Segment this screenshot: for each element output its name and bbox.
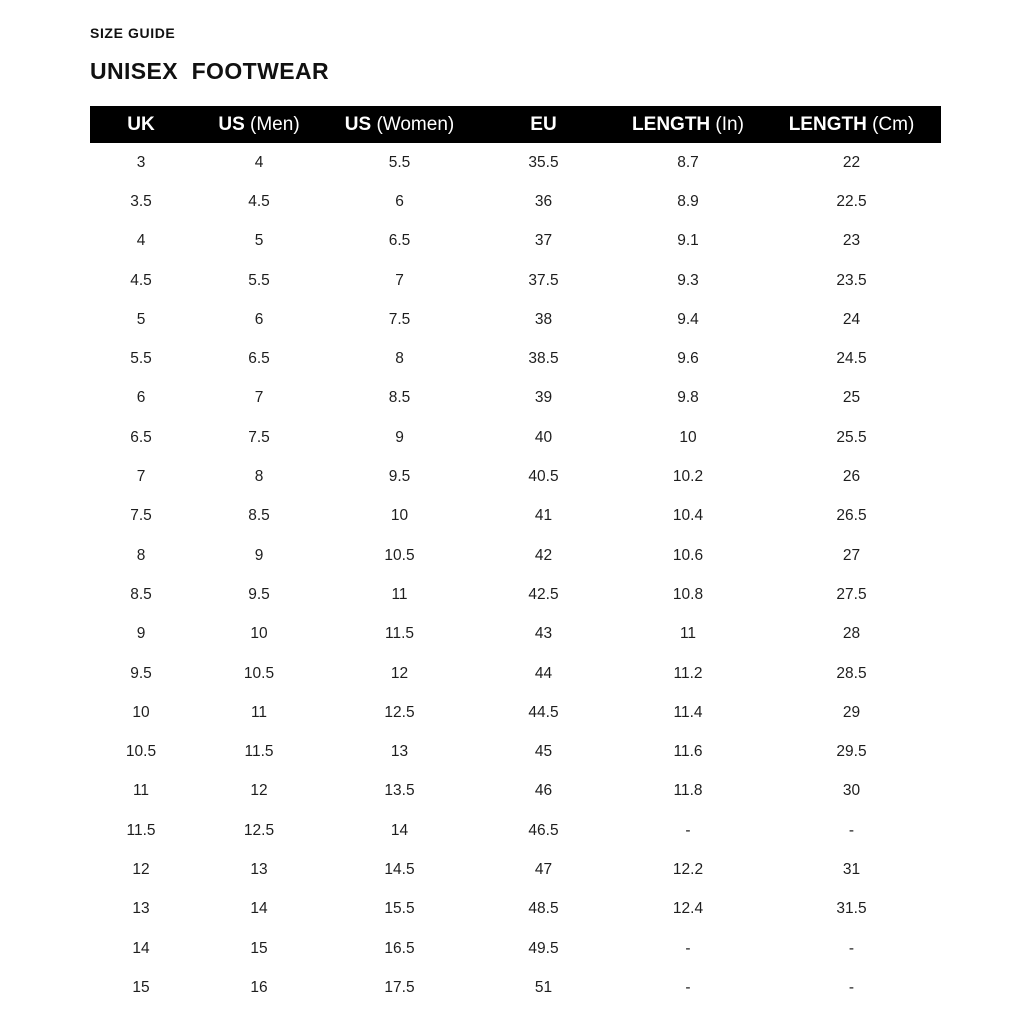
table-cell: 12.5: [243, 821, 275, 839]
table-cell: 51: [534, 978, 553, 996]
table-cell: 28.5: [836, 664, 867, 682]
table-cell: 14: [132, 939, 150, 957]
table-cell: 44: [534, 664, 553, 682]
table-cell: 6: [395, 192, 404, 210]
table-cell: 14: [250, 900, 268, 918]
table-cell: 38: [534, 310, 553, 328]
table-cell: 10.5: [243, 664, 275, 682]
table-cell: 26.5: [836, 507, 867, 525]
column-header-us-men: [192, 106, 326, 143]
table-cell: 8: [136, 546, 146, 564]
table-cell: 37.5: [528, 271, 559, 289]
table-cell: 7.5: [130, 507, 152, 525]
table-cell: 16.5: [384, 939, 415, 957]
table-cell: 29: [842, 703, 861, 721]
table-cell: 12.2: [672, 860, 704, 878]
table-cell: 10.5: [125, 743, 157, 761]
table-cell: 11.2: [673, 664, 703, 682]
table-cell: 22.5: [836, 192, 867, 210]
table-cell: 30: [842, 782, 861, 800]
table-cell: 42.5: [528, 585, 559, 603]
table-cell: 6: [136, 389, 146, 407]
table-cell: 8: [254, 468, 264, 486]
column-header-normal-text: (Cm): [866, 113, 915, 135]
table-cell: 36: [534, 192, 553, 210]
table-cell: 43: [534, 625, 553, 643]
table-cell: 10.6: [672, 546, 704, 564]
table-cell: 40: [534, 428, 553, 446]
table-row: [90, 615, 941, 654]
table-cell: 9: [395, 428, 404, 446]
table-cell: 8.5: [130, 585, 152, 603]
table-cell: 12: [250, 782, 268, 800]
table-cell: 15.5: [384, 900, 415, 918]
table-header: [90, 106, 941, 143]
table-cell: -: [848, 939, 855, 957]
table-cell: 4: [254, 153, 264, 171]
table-cell: 10: [390, 507, 409, 525]
table-cell: 17.5: [384, 978, 415, 996]
table-row: [90, 811, 941, 850]
table-cell: 9.3: [677, 271, 699, 289]
table-cell: -: [685, 821, 691, 839]
table-cell: 11.4: [673, 703, 703, 721]
table-cell: 12.4: [672, 900, 704, 918]
table-cell: 40.5: [528, 468, 559, 486]
column-header-normal-text: (In): [710, 113, 744, 135]
table-cell: 45: [534, 743, 553, 761]
table-cell: 11.5: [126, 821, 156, 839]
table-cell: 6.5: [130, 428, 152, 446]
table-cell: -: [685, 978, 691, 996]
table-row: [90, 182, 941, 221]
table-cell: 10.4: [672, 507, 704, 525]
table-row: [90, 143, 941, 182]
table-cell: 11.5: [244, 743, 274, 761]
column-header-bold-text: EU: [530, 113, 557, 135]
table-row: [90, 300, 941, 339]
table-cell: 10: [679, 428, 697, 446]
table-cell: 11: [132, 782, 150, 800]
table-header-row: [90, 106, 941, 143]
table-cell: 6: [254, 310, 264, 328]
table-cell: 41: [534, 507, 553, 525]
table-cell: 3: [136, 153, 146, 171]
table-cell: 46.5: [528, 821, 559, 839]
column-header-normal-text: (Women): [371, 113, 455, 135]
table-row: [90, 222, 941, 261]
table-cell: 7: [254, 389, 264, 407]
table-row: [90, 732, 941, 771]
table-cell: 3.5: [130, 192, 152, 210]
table-row: [90, 575, 941, 614]
table-cell: 5: [254, 232, 264, 250]
table-row: [90, 693, 941, 732]
table-cell: 16: [250, 978, 268, 996]
table-cell: 9.5: [248, 585, 270, 603]
table-cell: 8.5: [388, 389, 411, 407]
table-cell: 12.5: [384, 703, 415, 721]
table-cell: 13: [132, 900, 150, 918]
table-cell: 39: [534, 389, 553, 407]
column-header-normal-text: (Men): [244, 113, 300, 135]
table-cell: 15: [250, 939, 268, 957]
table-cell: 6.5: [388, 232, 411, 250]
column-header-uk: [90, 106, 192, 143]
table-cell: 11.5: [384, 625, 415, 643]
table-row: [90, 890, 941, 929]
table-cell: 24.5: [836, 350, 867, 368]
table-cell: -: [848, 978, 855, 996]
table-row: [90, 654, 941, 693]
table-cell: 12: [132, 860, 150, 878]
table-row: [90, 457, 941, 496]
table-cell: 11: [679, 625, 697, 643]
table-cell: 12: [390, 664, 409, 682]
table-cell: 9: [136, 625, 146, 643]
table-cell: 9.4: [677, 310, 699, 328]
table-cell: 9.1: [677, 232, 699, 250]
table-cell: 8.7: [677, 153, 699, 171]
table-row: [90, 261, 941, 300]
table-cell: 6.5: [248, 350, 270, 368]
table-cell: 14: [390, 821, 409, 839]
table-cell: 26: [842, 468, 861, 486]
table-cell: 5: [136, 310, 146, 328]
table-cell: 24: [842, 310, 861, 328]
table-cell: 7: [395, 271, 404, 289]
table-cell: 31: [842, 860, 861, 878]
column-header-length-cm: [762, 106, 941, 143]
table-cell: 23: [842, 232, 861, 250]
table-cell: 4.5: [130, 271, 152, 289]
table-cell: 44.5: [528, 703, 559, 721]
table-cell: 46: [534, 782, 553, 800]
column-header-bold-text: UK: [127, 113, 155, 135]
table-cell: 7.5: [248, 428, 270, 446]
table-row: [90, 772, 941, 811]
table-cell: 47: [534, 860, 553, 878]
table-cell: 23.5: [836, 271, 867, 289]
table-cell: 37: [534, 232, 553, 250]
table-cell: 25.5: [836, 428, 867, 446]
table-row: [90, 850, 941, 889]
table-cell: 10.5: [384, 546, 415, 564]
table-row: [90, 379, 941, 418]
table-row: [90, 418, 941, 457]
column-header-eu: [473, 106, 614, 143]
table-cell: 10: [250, 625, 268, 643]
table-cell: 10.2: [672, 468, 704, 486]
table-cell: 29.5: [836, 743, 867, 761]
table-cell: 5.5: [130, 350, 152, 368]
table-cell: 11.8: [673, 782, 703, 800]
table-cell: 8: [395, 350, 404, 368]
column-header-bold-text: US: [344, 113, 372, 135]
page-title: UNISEX FOOTWEAR: [90, 58, 329, 84]
column-header-bold-text: US: [218, 113, 245, 135]
table-cell: -: [685, 939, 691, 957]
column-header-bold-text: LENGTH: [788, 113, 867, 135]
table-cell: -: [848, 821, 855, 839]
table-cell: 27.5: [836, 585, 867, 603]
table-row: [90, 339, 941, 378]
column-header-bold-text: LENGTH: [632, 113, 711, 135]
table-row: [90, 536, 941, 575]
table-row: [90, 929, 941, 968]
table-cell: 42: [534, 546, 553, 564]
table-cell: 14.5: [384, 860, 415, 878]
table-cell: 10: [132, 703, 150, 721]
table-row: [90, 497, 941, 536]
table-cell: 13.5: [384, 782, 415, 800]
size-conversion-table: [90, 106, 941, 1008]
table-cell: 15: [132, 978, 150, 996]
table-cell: 11: [250, 703, 268, 721]
table-cell: 5.5: [388, 153, 411, 171]
table-cell: 5.5: [248, 271, 270, 289]
table-cell: 13: [250, 860, 268, 878]
table-cell: 38.5: [528, 350, 559, 368]
table-cell: 9: [254, 546, 264, 564]
table-cell: 49.5: [528, 939, 559, 957]
table-cell: 8.9: [677, 192, 699, 210]
table-cell: 8.5: [248, 507, 270, 525]
table-body: [90, 143, 941, 1008]
table-cell: 27: [842, 546, 861, 564]
table-cell: 9.6: [677, 350, 699, 368]
column-header-length-in: [614, 106, 762, 143]
table-cell: 48.5: [528, 900, 559, 918]
table-row: [90, 968, 941, 1007]
table-cell: 13: [390, 743, 409, 761]
table-cell: 25: [842, 389, 861, 407]
table-cell: 31.5: [836, 900, 867, 918]
table-cell: 4.5: [248, 192, 270, 210]
table-cell: 7: [136, 468, 146, 486]
table-cell: 22: [842, 153, 861, 171]
table-cell: 28: [842, 625, 861, 643]
table-cell: 11: [391, 585, 408, 603]
table-cell: 10.8: [672, 585, 704, 603]
table-cell: 9.5: [130, 664, 152, 682]
table-cell: 4: [136, 232, 146, 250]
table-cell: 9.5: [388, 468, 411, 486]
size-guide-label: SIZE GUIDE: [90, 25, 176, 41]
table-cell: 9.8: [677, 389, 699, 407]
table-cell: 35.5: [528, 153, 559, 171]
table-cell: 7.5: [388, 310, 411, 328]
column-header-us-women: [326, 106, 473, 143]
table-cell: 11.6: [673, 743, 703, 761]
